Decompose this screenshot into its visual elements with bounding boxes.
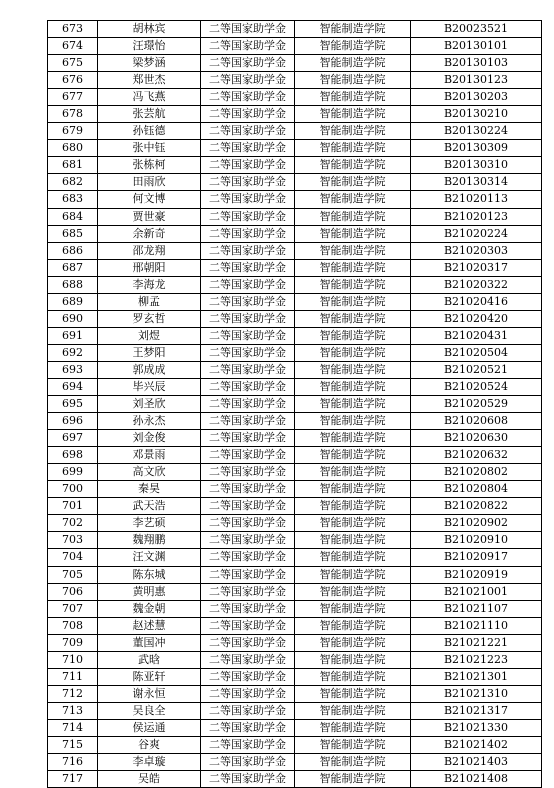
row-number-cell: 697 (48, 430, 98, 447)
college-cell: 智能制造学院 (295, 600, 411, 617)
student-name-cell: 刘金俊 (98, 430, 201, 447)
table-row (48, 719, 542, 736)
row-number-cell: 706 (48, 583, 98, 600)
college-cell: 智能制造学院 (295, 685, 411, 702)
student-id-cell: B20130101 (411, 38, 542, 55)
student-id-cell: B21020632 (411, 447, 542, 464)
student-name-cell: 吴良全 (98, 702, 201, 719)
row-number-cell: 688 (48, 276, 98, 293)
row-number-cell: 716 (48, 754, 98, 771)
grant-type-cell: 二等国家助学金 (201, 174, 295, 191)
college-cell: 智能制造学院 (295, 310, 411, 327)
student-id-cell: B21020902 (411, 515, 542, 532)
student-name-cell: 郭成成 (98, 361, 201, 378)
grant-type-cell: 二等国家助学金 (201, 481, 295, 498)
row-number-cell: 715 (48, 736, 98, 753)
student-id-cell: B20130310 (411, 157, 542, 174)
grant-type-cell: 二等国家助学金 (201, 191, 295, 208)
college-cell: 智能制造学院 (295, 21, 411, 38)
college-cell: 智能制造学院 (295, 771, 411, 788)
student-id-cell: B21020322 (411, 276, 542, 293)
student-name-cell: 汪文渊 (98, 549, 201, 566)
table-row (48, 481, 542, 498)
grant-type-cell: 二等国家助学金 (201, 72, 295, 89)
grant-type-cell: 二等国家助学金 (201, 208, 295, 225)
college-cell: 智能制造学院 (295, 549, 411, 566)
student-name-cell: 武晗 (98, 651, 201, 668)
table-row (48, 276, 542, 293)
student-id-cell: B21021107 (411, 600, 542, 617)
student-name-cell: 胡林宾 (98, 21, 201, 38)
student-id-cell: B21021221 (411, 634, 542, 651)
college-cell: 智能制造学院 (295, 719, 411, 736)
row-number-cell: 695 (48, 396, 98, 413)
student-name-cell: 陈亚轩 (98, 668, 201, 685)
table-row (48, 549, 542, 566)
table-row (48, 89, 542, 106)
student-id-cell: B21021408 (411, 771, 542, 788)
table-row (48, 754, 542, 771)
student-name-cell: 梁梦涵 (98, 55, 201, 72)
college-cell: 智能制造学院 (295, 361, 411, 378)
college-cell: 智能制造学院 (295, 668, 411, 685)
college-cell: 智能制造学院 (295, 259, 411, 276)
student-id-cell: B21020910 (411, 532, 542, 549)
student-name-cell: 侯运通 (98, 719, 201, 736)
college-cell: 智能制造学院 (295, 55, 411, 72)
grant-type-cell: 二等国家助学金 (201, 38, 295, 55)
row-number-cell: 687 (48, 259, 98, 276)
grant-type-cell: 二等国家助学金 (201, 498, 295, 515)
college-cell: 智能制造学院 (295, 396, 411, 413)
student-id-cell: B21021223 (411, 651, 542, 668)
student-id-cell: B21021402 (411, 736, 542, 753)
table-row (48, 123, 542, 140)
student-name-cell: 吴皓 (98, 771, 201, 788)
table-row (48, 702, 542, 719)
table-row (48, 413, 542, 430)
student-id-cell: B21020802 (411, 464, 542, 481)
row-number-cell: 714 (48, 719, 98, 736)
table-row (48, 378, 542, 395)
row-number-cell: 677 (48, 89, 98, 106)
grant-type-cell: 二等国家助学金 (201, 736, 295, 753)
student-id-cell: B21021317 (411, 702, 542, 719)
student-id-cell: B21020608 (411, 413, 542, 430)
grant-type-cell: 二等国家助学金 (201, 685, 295, 702)
table-row (48, 72, 542, 89)
student-name-cell: 魏金朝 (98, 600, 201, 617)
table-row (48, 685, 542, 702)
grant-type-cell: 二等国家助学金 (201, 225, 295, 242)
grant-type-cell: 二等国家助学金 (201, 600, 295, 617)
student-id-cell: B21020317 (411, 259, 542, 276)
student-name-cell: 邢朝阳 (98, 259, 201, 276)
college-cell: 智能制造学院 (295, 208, 411, 225)
grant-type-cell: 二等国家助学金 (201, 719, 295, 736)
grant-type-cell: 二等国家助学金 (201, 771, 295, 788)
student-name-cell: 郑世杰 (98, 72, 201, 89)
table-row (48, 55, 542, 72)
student-name-cell: 张中钰 (98, 140, 201, 157)
table-row (48, 174, 542, 191)
student-id-cell: B21020529 (411, 396, 542, 413)
student-id-cell: B21020822 (411, 498, 542, 515)
grant-type-cell: 二等国家助学金 (201, 651, 295, 668)
student-id-cell: B20130123 (411, 72, 542, 89)
grant-type-cell: 二等国家助学金 (201, 310, 295, 327)
table-row (48, 191, 542, 208)
student-id-cell: B21020630 (411, 430, 542, 447)
college-cell: 智能制造学院 (295, 72, 411, 89)
grant-type-cell: 二等国家助学金 (201, 549, 295, 566)
table-row (48, 157, 542, 174)
table-row (48, 327, 542, 344)
row-number-cell: 713 (48, 702, 98, 719)
student-name-cell: 邓景雨 (98, 447, 201, 464)
student-id-cell: B21021310 (411, 685, 542, 702)
college-cell: 智能制造学院 (295, 651, 411, 668)
student-name-cell: 谷爽 (98, 736, 201, 753)
college-cell: 智能制造学院 (295, 532, 411, 549)
table-row (48, 344, 542, 361)
row-number-cell: 704 (48, 549, 98, 566)
grant-type-cell: 二等国家助学金 (201, 55, 295, 72)
student-id-cell: B21020917 (411, 549, 542, 566)
row-number-cell: 712 (48, 685, 98, 702)
table-row (48, 293, 542, 310)
table-row (48, 600, 542, 617)
student-name-cell: 毕兴辰 (98, 378, 201, 395)
student-name-cell: 孙永杰 (98, 413, 201, 430)
college-cell: 智能制造学院 (295, 242, 411, 259)
grant-type-cell: 二等国家助学金 (201, 702, 295, 719)
row-number-cell: 708 (48, 617, 98, 634)
table-row (48, 515, 542, 532)
row-number-cell: 711 (48, 668, 98, 685)
student-name-cell: 张栋柯 (98, 157, 201, 174)
row-number-cell: 707 (48, 600, 98, 617)
student-id-cell: B21020224 (411, 225, 542, 242)
row-number-cell: 685 (48, 225, 98, 242)
row-number-cell: 710 (48, 651, 98, 668)
grant-type-cell: 二等国家助学金 (201, 754, 295, 771)
table-row (48, 208, 542, 225)
grant-type-cell: 二等国家助学金 (201, 634, 295, 651)
student-id-cell: B21021301 (411, 668, 542, 685)
table-row (48, 532, 542, 549)
college-cell: 智能制造学院 (295, 191, 411, 208)
college-cell: 智能制造学院 (295, 293, 411, 310)
student-name-cell: 余新奇 (98, 225, 201, 242)
grant-type-cell: 二等国家助学金 (201, 413, 295, 430)
grant-type-cell: 二等国家助学金 (201, 21, 295, 38)
student-id-cell: B20130309 (411, 140, 542, 157)
student-name-cell: 罗玄哲 (98, 310, 201, 327)
grant-type-cell: 二等国家助学金 (201, 396, 295, 413)
table-row (48, 498, 542, 515)
college-cell: 智能制造学院 (295, 327, 411, 344)
grant-type-cell: 二等国家助学金 (201, 668, 295, 685)
student-name-cell: 高文欣 (98, 464, 201, 481)
student-name-cell: 黄明惠 (98, 583, 201, 600)
table-row (48, 651, 542, 668)
row-number-cell: 675 (48, 55, 98, 72)
grant-type-cell: 二等国家助学金 (201, 327, 295, 344)
student-name-cell: 谢永恒 (98, 685, 201, 702)
row-number-cell: 689 (48, 293, 98, 310)
row-number-cell: 699 (48, 464, 98, 481)
college-cell: 智能制造学院 (295, 378, 411, 395)
student-id-cell: B21020113 (411, 191, 542, 208)
grant-type-cell: 二等国家助学金 (201, 532, 295, 549)
college-cell: 智能制造学院 (295, 157, 411, 174)
table-row (48, 464, 542, 481)
college-cell: 智能制造学院 (295, 344, 411, 361)
student-name-cell: 邵龙翔 (98, 242, 201, 259)
student-id-cell: B21021403 (411, 754, 542, 771)
row-number-cell: 684 (48, 208, 98, 225)
student-name-cell: 田雨欣 (98, 174, 201, 191)
student-id-cell: B21021001 (411, 583, 542, 600)
student-id-cell: B21020521 (411, 361, 542, 378)
student-id-cell: B20130103 (411, 55, 542, 72)
table-row (48, 447, 542, 464)
college-cell: 智能制造学院 (295, 123, 411, 140)
student-id-cell: B20130203 (411, 89, 542, 106)
student-name-cell: 武天浩 (98, 498, 201, 515)
student-name-cell: 董国冲 (98, 634, 201, 651)
student-id-cell: B21020919 (411, 566, 542, 583)
student-name-cell: 陈东城 (98, 566, 201, 583)
row-number-cell: 678 (48, 106, 98, 123)
student-id-cell: B21020420 (411, 310, 542, 327)
table-row (48, 396, 542, 413)
college-cell: 智能制造学院 (295, 89, 411, 106)
grant-type-cell: 二等国家助学金 (201, 617, 295, 634)
grant-type-cell: 二等国家助学金 (201, 378, 295, 395)
grant-type-cell: 二等国家助学金 (201, 106, 295, 123)
grant-type-cell: 二等国家助学金 (201, 242, 295, 259)
grant-type-cell: 二等国家助学金 (201, 566, 295, 583)
college-cell: 智能制造学院 (295, 174, 411, 191)
table-row (48, 242, 542, 259)
table-row (48, 310, 542, 327)
student-name-cell: 李海龙 (98, 276, 201, 293)
student-id-cell: B20130210 (411, 106, 542, 123)
grant-type-cell: 二等国家助学金 (201, 430, 295, 447)
student-name-cell: 秦昊 (98, 481, 201, 498)
college-cell: 智能制造学院 (295, 736, 411, 753)
grant-type-cell: 二等国家助学金 (201, 140, 295, 157)
student-id-cell: B20130224 (411, 123, 542, 140)
row-number-cell: 691 (48, 327, 98, 344)
student-id-cell: B21020804 (411, 481, 542, 498)
student-name-cell: 刘圣欣 (98, 396, 201, 413)
college-cell: 智能制造学院 (295, 617, 411, 634)
student-id-cell: B20023521 (411, 21, 542, 38)
row-number-cell: 673 (48, 21, 98, 38)
student-id-cell: B21020431 (411, 327, 542, 344)
row-number-cell: 696 (48, 413, 98, 430)
row-number-cell: 676 (48, 72, 98, 89)
row-number-cell: 701 (48, 498, 98, 515)
college-cell: 智能制造学院 (295, 481, 411, 498)
college-cell: 智能制造学院 (295, 413, 411, 430)
student-name-cell: 王梦阳 (98, 344, 201, 361)
college-cell: 智能制造学院 (295, 583, 411, 600)
college-cell: 智能制造学院 (295, 634, 411, 651)
college-cell: 智能制造学院 (295, 106, 411, 123)
scholarship-table (47, 20, 542, 788)
grant-type-cell: 二等国家助学金 (201, 157, 295, 174)
table-row (48, 21, 542, 38)
student-id-cell: B21021110 (411, 617, 542, 634)
table-body (48, 21, 542, 788)
student-id-cell: B21021330 (411, 719, 542, 736)
student-id-cell: B21020303 (411, 242, 542, 259)
table-row (48, 38, 542, 55)
college-cell: 智能制造学院 (295, 498, 411, 515)
grant-type-cell: 二等国家助学金 (201, 464, 295, 481)
grant-type-cell: 二等国家助学金 (201, 276, 295, 293)
college-cell: 智能制造学院 (295, 464, 411, 481)
row-number-cell: 686 (48, 242, 98, 259)
student-id-cell: B21020504 (411, 344, 542, 361)
row-number-cell: 693 (48, 361, 98, 378)
student-id-cell: B21020416 (411, 293, 542, 310)
student-id-cell: B21020524 (411, 378, 542, 395)
row-number-cell: 682 (48, 174, 98, 191)
grant-type-cell: 二等国家助学金 (201, 259, 295, 276)
row-number-cell: 700 (48, 481, 98, 498)
grant-type-cell: 二等国家助学金 (201, 89, 295, 106)
table-row (48, 668, 542, 685)
row-number-cell: 698 (48, 447, 98, 464)
student-id-cell: B21020123 (411, 208, 542, 225)
row-number-cell: 705 (48, 566, 98, 583)
row-number-cell: 680 (48, 140, 98, 157)
table-row (48, 566, 542, 583)
student-name-cell: 冯飞燕 (98, 89, 201, 106)
table-row (48, 736, 542, 753)
row-number-cell: 681 (48, 157, 98, 174)
college-cell: 智能制造学院 (295, 754, 411, 771)
student-name-cell: 汪璟怡 (98, 38, 201, 55)
student-name-cell: 何文博 (98, 191, 201, 208)
student-name-cell: 张芸航 (98, 106, 201, 123)
student-name-cell: 李艺硕 (98, 515, 201, 532)
student-id-cell: B20130314 (411, 174, 542, 191)
table-row (48, 361, 542, 378)
row-number-cell: 717 (48, 771, 98, 788)
grant-type-cell: 二等国家助学金 (201, 361, 295, 378)
row-number-cell: 709 (48, 634, 98, 651)
table-row (48, 634, 542, 651)
table-row (48, 106, 542, 123)
row-number-cell: 703 (48, 532, 98, 549)
row-number-cell: 679 (48, 123, 98, 140)
student-name-cell: 柳孟 (98, 293, 201, 310)
student-name-cell: 贾世豪 (98, 208, 201, 225)
college-cell: 智能制造学院 (295, 566, 411, 583)
college-cell: 智能制造学院 (295, 447, 411, 464)
student-name-cell: 李卓璇 (98, 754, 201, 771)
row-number-cell: 683 (48, 191, 98, 208)
scholarship-list-sheet (47, 20, 542, 788)
table-row (48, 583, 542, 600)
college-cell: 智能制造学院 (295, 515, 411, 532)
row-number-cell: 690 (48, 310, 98, 327)
grant-type-cell: 二等国家助学金 (201, 344, 295, 361)
student-name-cell: 魏翔鹏 (98, 532, 201, 549)
row-number-cell: 692 (48, 344, 98, 361)
table-row (48, 140, 542, 157)
student-name-cell: 刘煜 (98, 327, 201, 344)
table-row (48, 259, 542, 276)
table-row (48, 617, 542, 634)
row-number-cell: 702 (48, 515, 98, 532)
college-cell: 智能制造学院 (295, 38, 411, 55)
college-cell: 智能制造学院 (295, 702, 411, 719)
row-number-cell: 674 (48, 38, 98, 55)
college-cell: 智能制造学院 (295, 225, 411, 242)
table-row (48, 771, 542, 788)
grant-type-cell: 二等国家助学金 (201, 515, 295, 532)
student-name-cell: 孙钰德 (98, 123, 201, 140)
table-row (48, 225, 542, 242)
row-number-cell: 694 (48, 378, 98, 395)
table-row (48, 430, 542, 447)
college-cell: 智能制造学院 (295, 430, 411, 447)
grant-type-cell: 二等国家助学金 (201, 447, 295, 464)
college-cell: 智能制造学院 (295, 276, 411, 293)
student-name-cell: 赵述慧 (98, 617, 201, 634)
grant-type-cell: 二等国家助学金 (201, 293, 295, 310)
grant-type-cell: 二等国家助学金 (201, 123, 295, 140)
college-cell: 智能制造学院 (295, 140, 411, 157)
grant-type-cell: 二等国家助学金 (201, 583, 295, 600)
